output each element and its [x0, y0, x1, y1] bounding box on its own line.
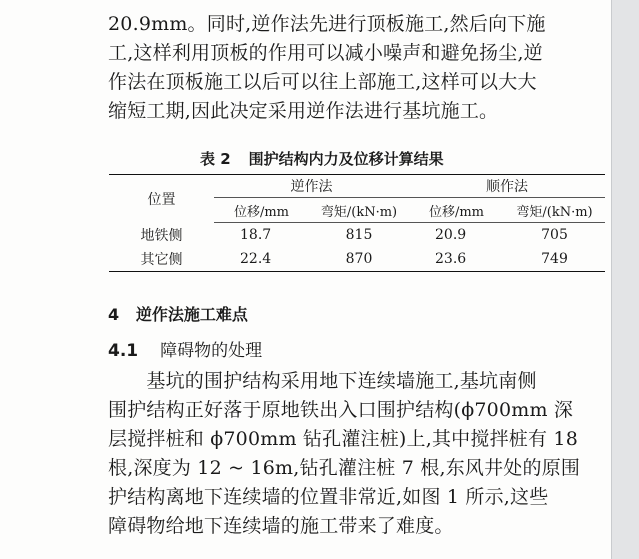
- header-position: 位置: [109, 175, 214, 223]
- cell-fwd-moment: 705: [541, 227, 568, 243]
- paragraph-line: 缩短工期,因此决定采用逆作法进行基坑施工。: [108, 100, 499, 122]
- section-heading-4: [108, 302, 248, 325]
- subsection-number: 4.1: [108, 341, 139, 361]
- table-number: 表 2: [200, 150, 231, 168]
- header-group-forward: 顺作法: [409, 175, 605, 198]
- paragraph-line: 层搅拌桩和 ϕ700mm 钻孔灌注桩)上,其中搅拌桩有 18: [108, 428, 578, 450]
- cell-rev-displacement: 22.4: [214, 247, 309, 272]
- header-group-reverse: 逆作法: [214, 175, 409, 198]
- table-caption: [200, 148, 444, 169]
- cell-rev-displacement: 18.7: [240, 227, 272, 243]
- header-fwd-displacement: 位移/mm: [409, 198, 504, 223]
- paragraph-line: 工,这样利用顶板的作用可以减小噪声和避免扬尘,逆: [108, 42, 543, 64]
- results-table: [109, 174, 605, 272]
- header-fwd-moment: 弯矩/(kN·m): [504, 198, 605, 223]
- paragraph-line: 作法在顶板施工以后可以往上部施工,这样可以大大: [108, 71, 537, 93]
- scrollbar-track[interactable]: [611, 0, 639, 559]
- paragraph-line: 护结构离地下连续墙的位置非常近,如图 1 所示,这些: [108, 486, 549, 508]
- cell-fwd-displacement: 23.6: [409, 247, 504, 272]
- section-heading-4-1: [108, 336, 262, 361]
- cell-position: 地铁侧: [140, 227, 183, 244]
- header-rev-displacement: 位移/mm: [214, 198, 309, 223]
- subsection-title: 障碍物的处理: [160, 341, 263, 361]
- table-row: [109, 247, 605, 272]
- cell-rev-moment: 815: [345, 227, 373, 243]
- table-title: 围护结构内力及位移计算结果: [248, 150, 444, 168]
- cell-fwd-moment: 749: [504, 247, 605, 272]
- section-title: 逆作法施工难点: [135, 305, 248, 324]
- paragraph-line: 基坑的围护结构采用地下连续墙施工,基坑南侧: [108, 370, 537, 392]
- cell-fwd-displacement: 20.9: [435, 227, 467, 243]
- paragraph-line: 20.9mm。同时,逆作法先进行顶板施工,然后向下施: [108, 13, 546, 35]
- paragraph-line: 根,深度为 12 ~ 16m,钻孔灌注桩 7 根,东风井处的原围: [108, 457, 581, 479]
- paragraph-line: 障碍物给地下连续墙的施工带来了难度。: [108, 515, 454, 537]
- paragraph-line: 围护结构正好落于原地铁出入口围护结构(ϕ700mm 深: [108, 399, 574, 421]
- cell-position: 其它侧: [109, 247, 214, 272]
- table-row: [109, 223, 605, 248]
- header-rev-moment: 弯矩/(kN·m): [309, 198, 409, 223]
- cell-rev-moment: 870: [309, 247, 409, 272]
- section-number: 4: [108, 305, 120, 324]
